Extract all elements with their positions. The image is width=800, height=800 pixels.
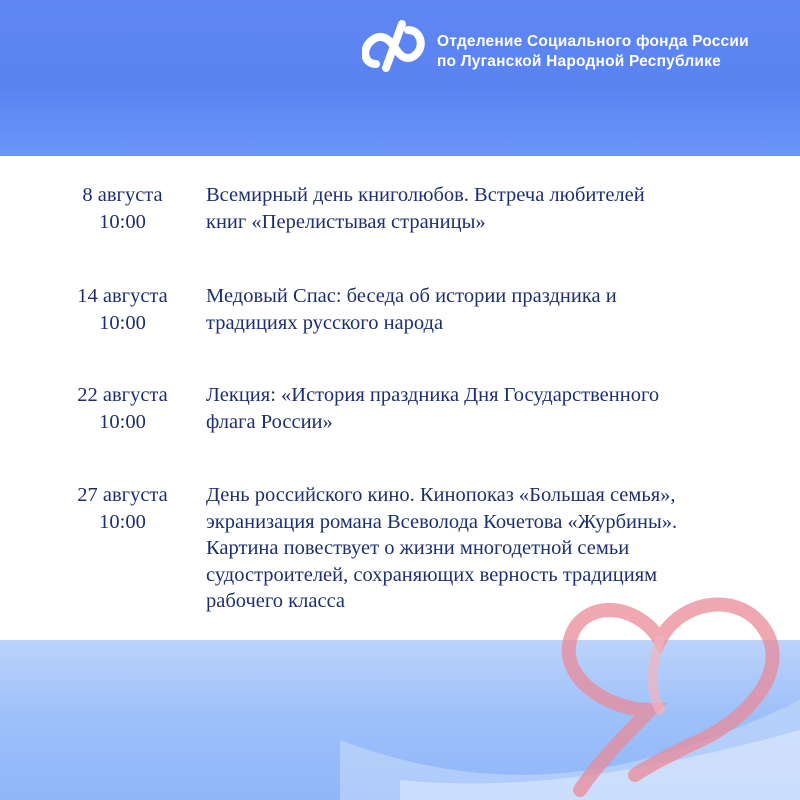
event-time: 10:00 [99,410,146,433]
organization-name-line1: Отделение Социального фонда России [437,33,749,50]
event-description-line: Всемирный день книголюбов. Встреча любителей [206,184,645,206]
event-description-line: традициях русского народа [206,311,444,334]
event-description-line: Лекция: «История праздника Дня Государственного [206,384,660,406]
event-description-line: Картина повествует о жизни многодетной семьи [206,537,630,559]
event-date [60,382,185,435]
event-description [206,382,776,435]
event-description [206,182,776,235]
event-description [206,283,776,336]
event-time: 10:00 [99,510,146,533]
heart-ribbon-icon [540,560,800,800]
event-day: 27 августа [77,484,168,506]
event-day: 8 августа [82,184,163,206]
event-date [60,482,185,535]
event-day: 22 августа [77,384,168,406]
event-description-line: Медовый Спас: беседа об истории праздника и [206,285,617,307]
header-banner [0,0,800,156]
event-time: 10:00 [99,311,146,334]
event-day: 14 августа [77,285,168,307]
event-description-line: экранизация романа Всеволода Кочетова «Журбины». [206,510,678,533]
sfr-logo-icon [362,20,426,72]
event-description-line: книг «Перелистывая страницы» [206,210,486,233]
event-time: 10:00 [99,210,146,233]
event-description-line: судостроителей, сохраняющих верность традициям [206,563,658,586]
event-description-line: рабочего класса [206,590,346,612]
event-description-line: День российского кино. Кинопоказ «Большая семья», [206,484,676,506]
event-date [60,283,185,336]
organization-name [437,32,749,72]
event-date [60,182,185,235]
organization-name-line2: по Луганской Народной Республике [437,53,721,70]
event-description-line: флага России» [206,410,333,433]
